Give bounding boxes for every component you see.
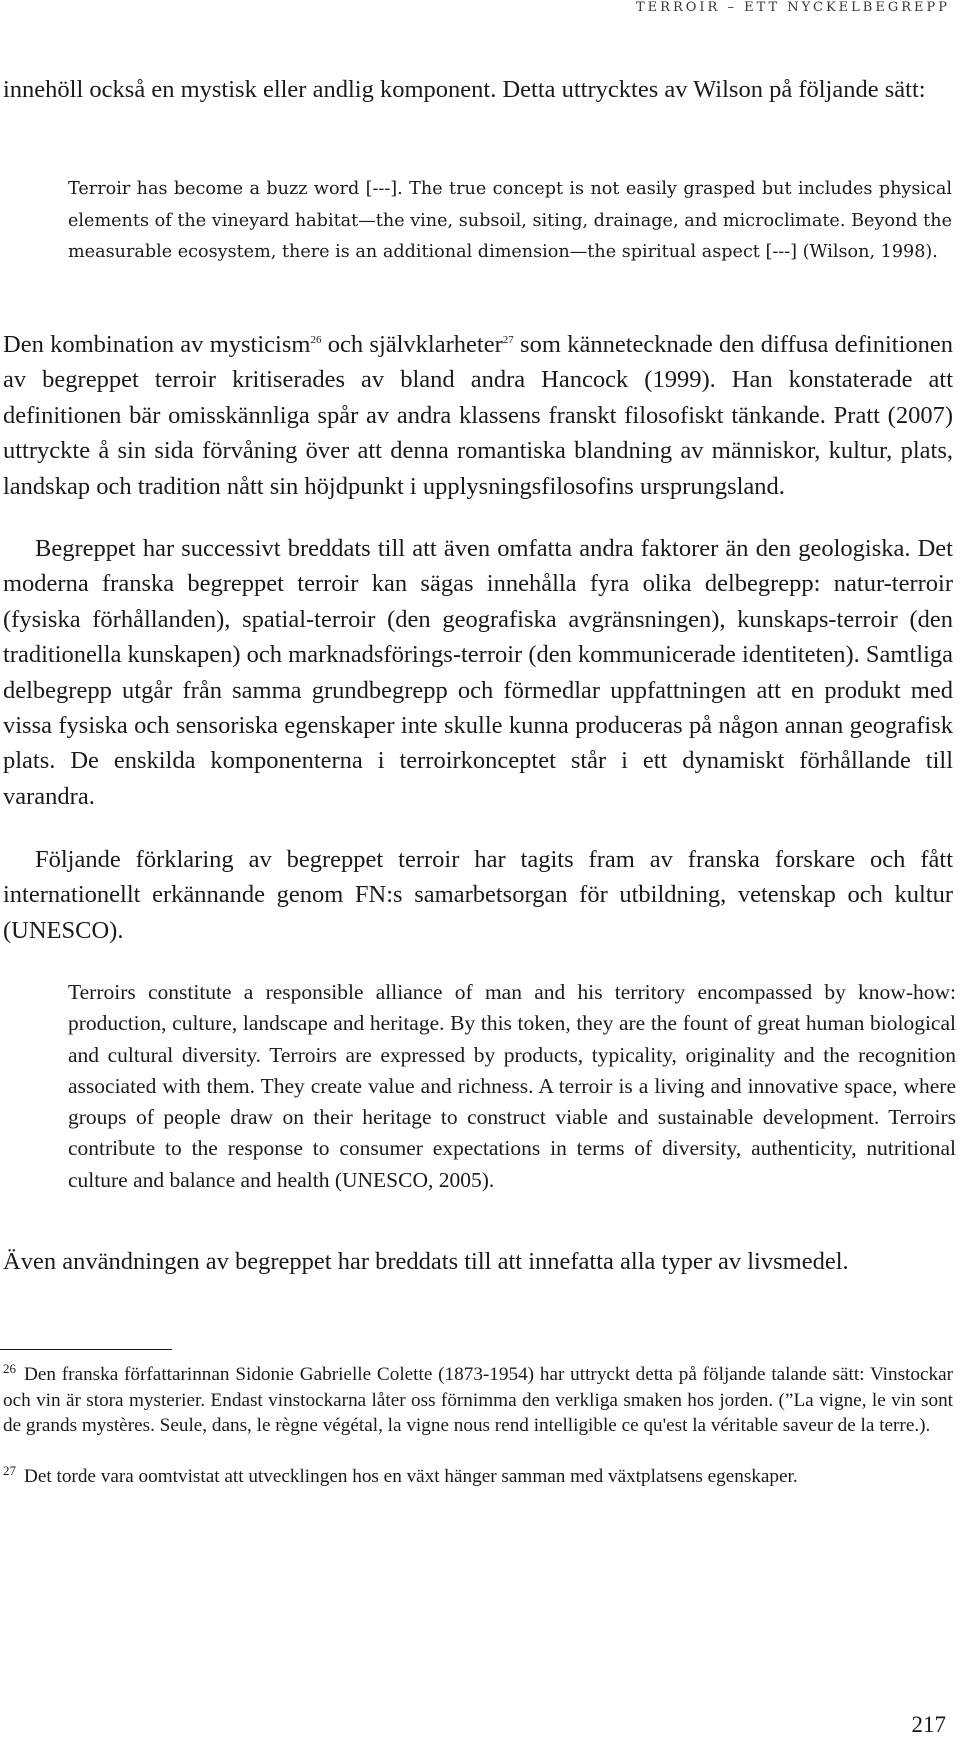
paragraph-mysticism — [3, 327, 953, 504]
footnote-ref-26[interactable]: 26 — [310, 333, 322, 346]
footnote-number: 26 — [3, 1360, 16, 1376]
footnote-ref-27[interactable]: 27 — [502, 333, 514, 346]
page-number: 217 — [911, 1712, 946, 1737]
intro-paragraph: innehöll också en mystisk eller andlig komponent. Detta uttrycktes av Wilson på följande sätt: — [3, 76, 926, 103]
para1-text-a: Den kombination av mysticism — [3, 331, 311, 358]
para1-text-b: och självklarheter — [321, 331, 503, 358]
footnote-text: Det torde vara oomtvistat att utvecklingen hos en växt hänger samman med växtplatsens egenskaper. — [24, 1466, 798, 1487]
wilson-block-quote: Terroir has become a buzz word [---]. The true concept is not easily grasped but includes physical elements of the vineyard habitat—the vine, subsoil, siting, drainage, and microclimate. Beyond the measurable ecosystem, there is an additional dimension—the spiritual aspect [---] (Wilson, 1998). — [68, 179, 952, 263]
footnote-text: Den franska författarinnan Sidonie Gabrielle Colette (1873-1954) har uttryckt detta på följande talande sätt: Vinstockar och vin är stora mysterier. Endast vinstockarna låter oss förnimma den verkliga smaken hos jorden. (”La vigne, le vin sont de grands mystères. Seule, dans, le règne végétal, la vigne nous rend intelligible ce qu'est la véritable saveur de la terre.). — [3, 1364, 953, 1436]
para1-text-c: som kännetecknade den diffusa definitionen av begreppet terroir kritiserades av bland andra Hancock (1999). Han konstaterade att definitionen bär omisskännliga spår av andra klassens franskt filosofiskt tänkande. Pratt (2007) uttryckte å sin sida förvåning över att denna romantiska blandning av människor, kultur, plats, landskap och tradition nått sin höjdpunkt i upplysningsfilosofins ursprungsland. — [3, 331, 954, 500]
footnote-separator — [0, 1349, 172, 1350]
running-header: TERROIR – ETT NYCKELBEGREPP — [636, 0, 950, 15]
paragraph-unesco-intro: Följande förklaring av begreppet terroir har tagits fram av franska forskare och fått internationellt erkännande genom FN:s samarbetsorgan för utbildning, vetenskap och kultur (UNESCO). — [3, 846, 953, 944]
unesco-block-quote: Terroirs constitute a responsible alliance of man and his territory encompassed by know-how: production, culture, landscape and heritage. By this token, they are the fount of great human biological and cultural diversity. Terroirs are expressed by products, typicality, originality and the recognition associated with them. They create value and richness. A terroir is a living and innovative space, where groups of people draw on their heritage to construct viable and sustainable development. Terroirs contribute to the response to consumer expectations in terms of diversity, authenticity, nutritional culture and balance and health (UNESCO, 2005). — [68, 980, 956, 1192]
paragraph-broadened-concept: Begreppet har successivt breddats till att även omfatta andra faktorer än den geologiska. Det moderna franska begreppet terroir kan sägas innehålla fyra olika delbegrepp: natur-terroir (fysiska förhållanden), spatial-terroir (den geografiska avgränsningen), kunskaps-terroir (den traditionella kunskapen) och marknadsförings-terroir (den kommunicerade identiteten). Samtliga delbegrepp utgår från samma grundbegrepp och förmedlar uppfattningen att en produkt med vissa fysiska och sensoriska egenskaper inte skulle kunna produceras på någon annan geografisk plats. De enskilda komponenterna i terroirkonceptet står i ett dynamiskt förhållande till varandra. — [3, 535, 953, 810]
footnote-26 — [3, 1362, 953, 1439]
footnote-27 — [3, 1464, 953, 1490]
footnote-number: 27 — [3, 1462, 16, 1478]
paragraph-food-types: Även användningen av begreppet har breddats till att innefatta alla typer av livsmedel. — [3, 1248, 849, 1275]
